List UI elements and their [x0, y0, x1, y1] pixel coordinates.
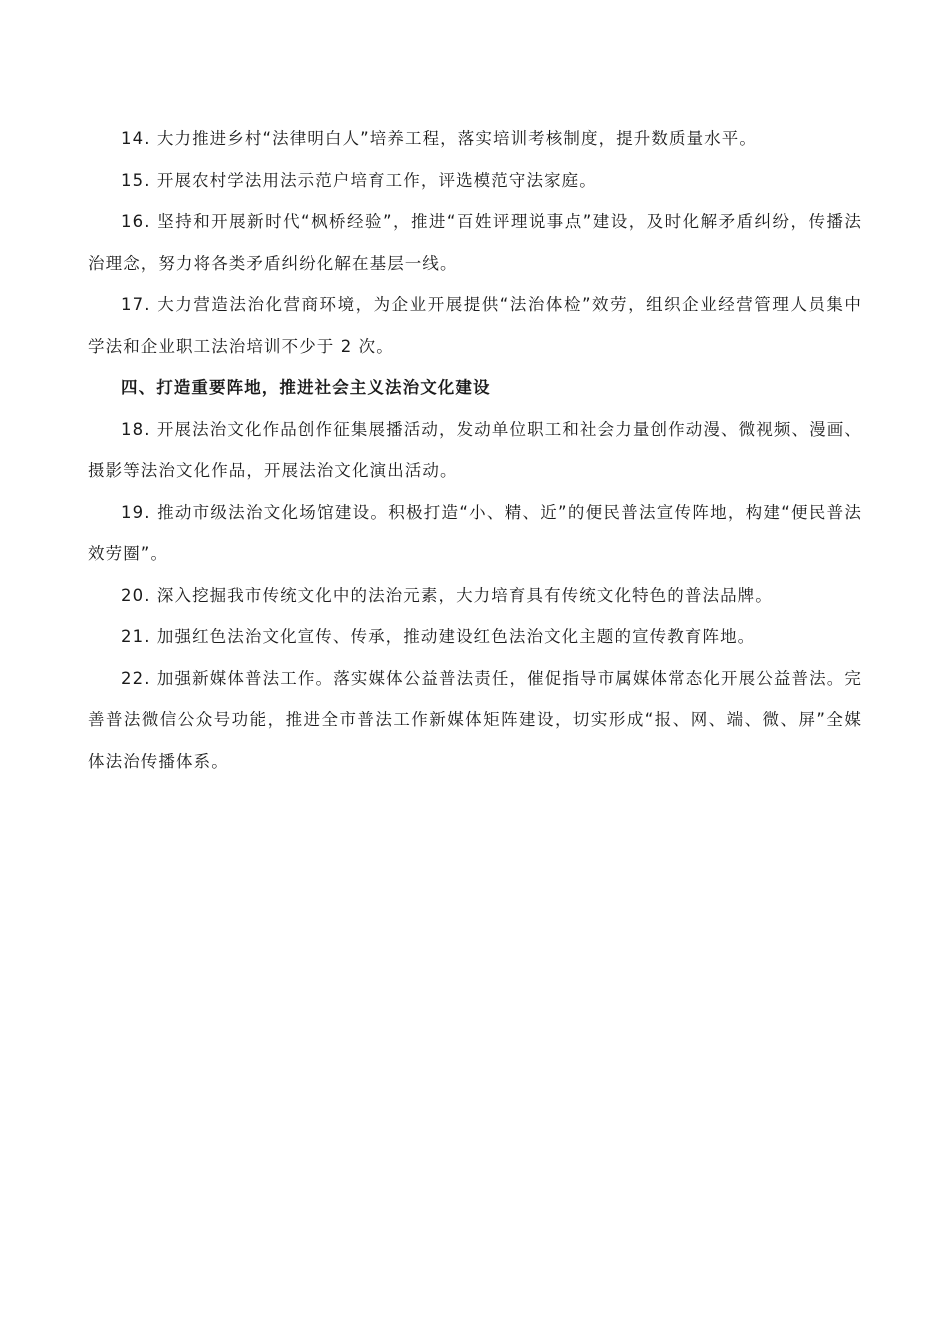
- paragraph-15: 15. 开展农村学法用法示范户培育工作，评选模范守法家庭。: [121, 170, 597, 190]
- paragraph-16: 16. 坚持和开展新时代“枫桥经验”，推进“百姓评理说事点”建设，及时化解矛盾纠纷，传播法治理念，努力将各类矛盾纠纷化解在基层一线。: [88, 212, 862, 273]
- paragraph-20: 20. 深入挖掘我市传统文化中的法治元素，大力培育具有传统文化特色的普法品牌。: [121, 585, 773, 605]
- section-heading-4: 四、打造重要阵地，推进社会主义法治文化建设: [121, 378, 491, 397]
- paragraph-18: 18. 开展法治文化作品创作征集展播活动，发动单位职工和社会力量创作动漫、微视频、漫画、摄影等法治文化作品，开展法治文化演出活动。: [88, 419, 862, 480]
- paragraph-17: 17. 大力营造法治化营商环境，为企业开展提供“法治体检”效劳，组织企业经营管理人员集中学法和企业职工法治培训不少于 2 次。: [88, 295, 862, 356]
- paragraph-21: 21. 加强红色法治文化宣传、传承，推动建设红色法治文化主题的宣传教育阵地。: [121, 627, 756, 646]
- document-page: [88, 118, 862, 782]
- paragraph-14: 14. 大力推进乡村“法律明白人”培养工程，落实培训考核制度，提升数质量水平。: [121, 129, 757, 148]
- paragraph-22: 22. 加强新媒体普法工作。落实媒体公益普法责任，催促指导市属媒体常态化开展公益普法。完善普法微信公众号功能，推进全市普法工作新媒体矩阵建设，切实形成“报、网、端、微、屏”全媒体法治传播体系。: [88, 668, 862, 771]
- paragraph-19: 19. 推动市级法治文化场馆建设。积极打造“小、精、近”的便民普法宣传阵地，构建“便民普法效劳圈”。: [88, 502, 862, 563]
